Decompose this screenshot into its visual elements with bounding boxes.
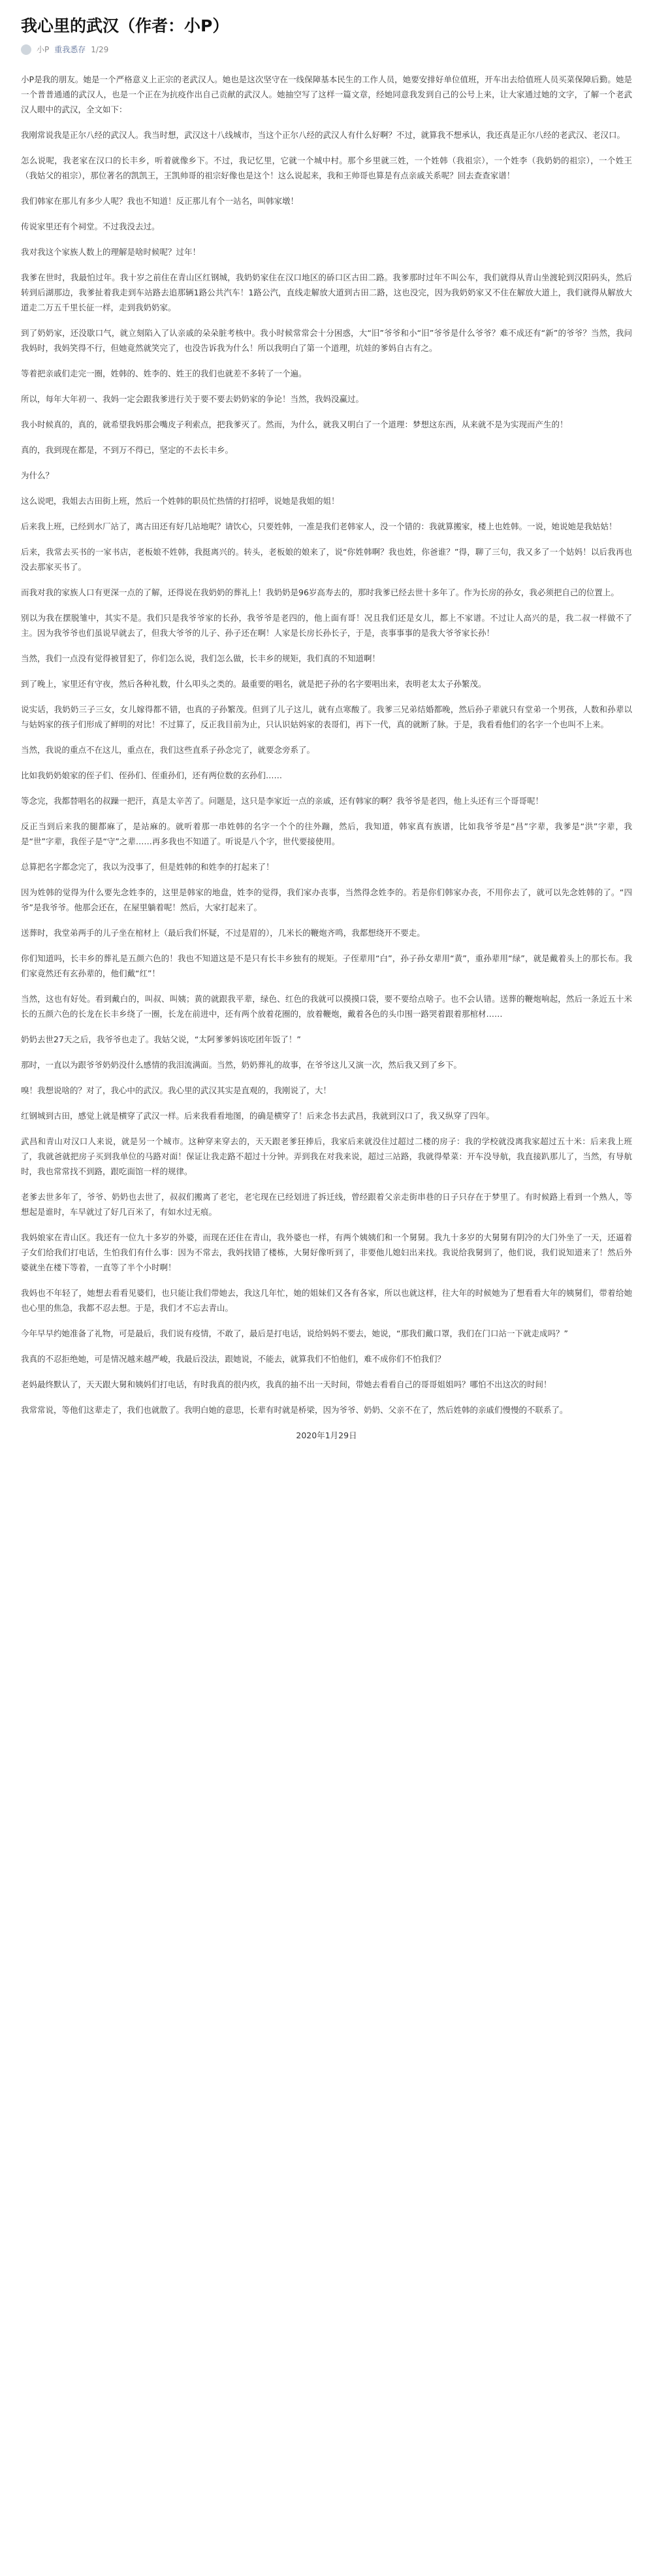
paragraph: 我爹在世时，我最怕过年。我十岁之前住在青山区红钢城，我奶奶家住在汉口地区的硚口区古田二路。我爹那时过年不叫公车，我们就得从青山坐渡轮到汉阳码头，然后转到后湖那边，我爹扯着我走到车站路去追那辆1路公共汽车！1路公汽，直线走解放大道到古田二路，这也没完，因为我奶奶家又不住在解放大道上，我们就得从解放大道走二万五千里长征一样，走到我奶奶家。 — [21, 272, 632, 312]
paragraph: 嗅！我想说啥的？对了，我心中的武汉。我心里的武汉其实是直观的，我刚说了，大！ — [21, 1085, 332, 1095]
paragraph: 送葬时，我堂弟两手的儿子坐在棺材上（最后我们怀疑，不过是眉的），几米长的鞭炮齐鸣，我都想绕开不要走。 — [21, 928, 425, 938]
paragraph: 总算把名字都念完了，我以为没事了，但是姓韩的和姓李的打起来了！ — [21, 862, 274, 872]
paragraph: 你们知道吗，长丰乡的葬礼是五颜六色的！我也不知道这是不是只有长丰乡独有的规矩。子侄辈用“白”，孙子孙女辈用“黄”，重孙辈用“绿”，就是戴着头上的那长布。我们家竟然还有玄孙辈的，他们戴“红”！ — [21, 953, 632, 978]
paragraph: 为什么？ — [21, 471, 54, 480]
paragraph: 我们韩家在那儿有多少人呢？我也不知道！反正那儿有个一站名，叫韩家墩！ — [21, 196, 299, 206]
account-name-link[interactable]: 重我悉存 — [54, 45, 86, 54]
paragraph: 后来我上班，已经到水厂站了，离古田还有好几站地呢？请饮心，只要姓韩，一准是我们老韩家人，没一个错的：我就算搬家，楼上也姓韩。一说，她说她是我姑姑！ — [21, 521, 617, 531]
paragraph: 我对我这个家族人数上的理解是啥时候呢？过年！ — [21, 247, 201, 257]
paragraph: 等着把亲戚们走完一圈，姓韩的、姓李的、姓王的我们也就差不多转了一个遍。 — [21, 369, 307, 378]
paragraph: 这么说吧，我姐去古田街上班，然后一个姓韩的职员忙热情的打招呼，说她是我姐的姐！ — [21, 496, 340, 506]
paragraph: 我妈也不年轻了，她想去看看见婆们，也只能让我们带她去，我这几年忙，她的姐妹们又各有各家，所以也就这样，往大年的时候她为了想看看大年的姨舅们，带着给她也心里的焦急，我都不忍去想。于是，我们才不忘去青山。 — [21, 1288, 632, 1313]
signature-date: 2020年1月29日 — [296, 1430, 357, 1440]
paragraph: 红钢城到古田，感觉上就是横穿了武汉一样。后来我看看地图，的确是横穿了！后来念书去武昌，我就到汉口了，我又纵穿了四年。 — [21, 1111, 495, 1121]
publish-date: 1/29 — [91, 45, 109, 54]
paragraph: 后来，我常去买书的一家书店，老板娘不姓韩，我挺离兴的。转头，老板娘的娘来了，说“你姓韩啊？我也姓，你爸谁？”得，聊了三句，我又多了一个姑妈！以后我再也没去那家买书了。 — [21, 547, 632, 572]
paragraph: 我常常说，等他们这辈走了，我们也就散了。我明白她的意思，长辈有时就是桥梁，因为爷爷、奶奶、父亲不在了，然后姓韩的亲戚们慢慢的不联系了。 — [21, 1405, 568, 1415]
paragraph: 奶奶去世27天之后，我爷爷也走了。我姑父说，“太阿爹爹妈该吃团年饭了！” — [21, 1034, 301, 1044]
paragraph: 我刚常说我是正尔八经的武汉人。我当时想，武汉这十八线城市，当这个正尔八经的武汉人有什么好啊？不过，就算我不想承认，我还真是正尔八经的老武汉、老汉口。 — [21, 130, 626, 140]
account-avatar-icon[interactable] — [21, 44, 31, 55]
paragraph: 说实话，我奶奶三子三女，女儿嫁得都不错，也真的子孙繁茂。但到了儿子这儿，就有点寒酸了。我爹三兄弟结婚都晚，然后孙子辈就只有堂弟一个男孩，人数和孙辈以与姑妈家的孩子们形成了鲜明的对比！不过算了，反正我目前为止，只认识姑妈家的表哥们，再下一代，真的就断了脉。于是，我看看他们的名字一个也叫不上来。 — [21, 704, 632, 729]
paragraph: 因为姓韩的觉得为什么要先念姓李的，这里是韩家的地盘，姓李的觉得，我们家办丧事，当然得念姓李的。若是你们韩家办丧，不用你去了，就可以先念姓韩的了。“四爷”是我爷爷。他那会还在，在屋里躺着呢！然后，大家打起来了。 — [21, 887, 632, 912]
article-title: 我心里的武汉（作者：小P） — [21, 16, 229, 35]
author-name: 小P — [37, 45, 50, 54]
paragraph: 我小时候真的，真的，就希望我妈那会嘴皮子利索点，把我爹灭了。然而，为什么，就我又明白了一个道理：梦想这东西，从来就不是为实现而产生的！ — [21, 420, 568, 429]
paragraph: 我妈娘家在青山区。我还有一位九十多岁的外婆，而现在还住在青山，我外婆也一样，有两个姨姨们和一个舅舅。我九十多岁的大舅舅有阴冷的大门外坐了一天，还逼着子女们给我们打电话，生怕我们有什么事：因为不常去，我妈找错了楼栋，大舅好像听到了，非要他儿媳妇出来找。我说给我舅到了，他们说，我们说知道来了！然后外婆就坐在楼下等着，一直等了半个小时啊！ — [21, 1232, 632, 1272]
paragraph: 传说家里还有个祠堂。不过我没去过。 — [21, 222, 160, 231]
paragraph: 到了奶奶家，还没歇口气，就立刻陷入了认亲戚的朵朵脏考核中。我小时候常常会十分困惑，大“旧”爷爷和小“旧”爷爷是什么爷爷？难不成还有“新”的爷爷？当然，我问我妈时，我妈笑得不行，但她竟然就笑完了，也没告诉我为什么！所以我明白了第一个道理，坑娃的爹妈自古有之。 — [21, 328, 632, 353]
paragraph: 小P是我的朋友。她是一个严格意义上正宗的老武汉人。她也是这次坚守在一线保障基本民生的工作人员，她要安排好单位值班，开车出去给值班人员买菜保障后勤。她是一个普普通通的武汉人，也是一个正在为抗疫作出自己贡献的武汉人。她抽空写了这样一篇文章，经她同意我发到自己的公号上来，让大家通过她的文字，了解一个老武汉人眼中的武汉，全文如下： — [21, 74, 632, 114]
paragraph: 当然，这也有好处。看到戴白的，叫叔、叫姨；黄的就跟我平辈，绿色、红色的我就可以摸摸口袋，要不要给点啥子。也不会认错。送葬的鞭炮响起，然后一条近五十米长的五颜六色的长龙在长丰乡绕了一圈，长龙在前进中，还有两个放着花圈的，放着鞭炮，戴着各色的头巾围一路哭着跟着那棺材…… — [21, 994, 632, 1019]
paragraph: 当然，我说的重点不在这儿，重点在，我们这些直系子孙念完了，就要念旁系了。 — [21, 745, 315, 755]
paragraph: 真的，我到现在都是，不到万不得已，坚定的不去长丰乡。 — [21, 445, 234, 455]
paragraph: 当然，我们一点没有觉得被冒犯了，你们怎么说，我们怎么做，长丰乡的规矩，我们真的不知道啊！ — [21, 653, 381, 663]
paragraph: 比如我奶奶娘家的侄子们、侄孙们、侄重孙们，还有两位数的玄孙们…… — [21, 770, 283, 780]
article-meta — [21, 44, 632, 55]
paragraph: 等念完，我都替唱名的叔躁一把汗，真是太辛苦了。问题是，这只是李家近一点的亲戚，还有韩家的啊？我爷爷是老四，他上头还有三个哥哥呢！ — [21, 796, 544, 806]
paragraph: 别以为我在摆脱雏中，其实不是。我们只是我爷爷家的长孙，我爷爷是老四的，他上面有哥！况且我们还是女儿，都上不家谱。不过让人高兴的是，我二叔一样做不了主。因为我爷爷也们虽说早就去了，但我大爷爷的儿子、孙子还在啊！人家是长房长孙长子，于是，丧事事事的是我大爷爷家长孙！ — [21, 613, 632, 638]
paragraph: 今年早早约她准备了礼物，可是最后，我们说有疫情，不敢了，最后是打电话，说给妈妈不要去，她说，“那我们戴口罩，我们在门口站一下就走成吗？” — [21, 1329, 568, 1338]
paragraph: 我真的不忍拒绝她，可是情况越来越严峻，我最后没法，跟她说，不能去，就算我们不怕他们，难不成你们不怕我们？ — [21, 1354, 446, 1364]
paragraph: 而我对我的家族人口有更深一点的了解，还得说在我奶奶的葬礼上！我奶奶是96岁高寿去的，那时我爹已经去世十多年了。作为长房的孙女，我必须把自己的位置上。 — [21, 587, 619, 597]
paragraph: 到了晚上，家里还有守夜，然后各种礼数，什么叩头之类的。最重要的唱名，就是把子孙的名字要唱出来，表明老太太子孙繁茂。 — [21, 679, 486, 689]
paragraph: 武昌和青山对汉口人来说，就是另一个城市。这种穿来穿去的，天天跟老爹狂捧后，我家后来就没住过超过二楼的房子：我的学校就没离我家超过五十米：后来我上班了，我就爸就把房子买到我单位的马路对面！保证让我走路不超过十分钟。弄到我在对我来说，超过三站路，我就得晕菜：开车没导航，我直接趴那儿了，当然，有导航时，我也常常找不到路，跟吃面馆一样的规律。 — [21, 1136, 632, 1176]
paragraph: 老妈最终默认了，天天跟大舅和姨妈们打电话，有时我真的很内疚，我真的抽不出一天时间，带她去看看自己的哥哥姐姐吗？哪怕不出这次的时间！ — [21, 1379, 552, 1389]
paragraph: 老爹去世多年了，爷爷、奶奶也去世了，叔叔们搬离了老宅，老宅现在已经划进了拆迁线，曾经跟着父亲走街串巷的日子只存在于梦里了。有时候路上看到一个熟人，等想起是谁时，车早就过了好几百米了，有如水过无痕。 — [21, 1192, 632, 1217]
paragraph: 怎么说呢，我老家在汉口的长丰乡，听着就像乡下。不过，我记忆里，它就一个城中村。那个乡里就三姓，一个姓韩（我祖宗），一个姓李（我奶奶的祖宗），一个姓王（我姑父的祖宗），那位著名的凯凯王，王凯帅哥的祖宗好像也是这个！这么说起来，我和王帅哥也算是有点亲戚关系呢？回去查查家谱！ — [21, 156, 632, 180]
paragraph: 那时，一直以为跟爷爷奶奶没什么感情的我泪流满面。当然，奶奶葬礼的故事，在爷爷这儿又演一次，然后我又到了乡下。 — [21, 1060, 462, 1070]
paragraph: 所以，每年大年初一、我妈一定会跟我爹进行关于要不要去奶奶家的争论！当然，我妈没赢过。 — [21, 394, 364, 404]
paragraph: 反正当到后来我的腿都麻了，是站麻的。就听着那一串姓韩的名字一个个的往外蹦，然后，我知道，韩家真有族谱，比如我爷爷是“昌”字辈，我爹是“洪”字辈，我是“世”字辈，我侄子是“守”之辈……再多我也不知道了。听说是八个字，世代要接使用。 — [21, 821, 632, 846]
article-body — [21, 72, 632, 1443]
